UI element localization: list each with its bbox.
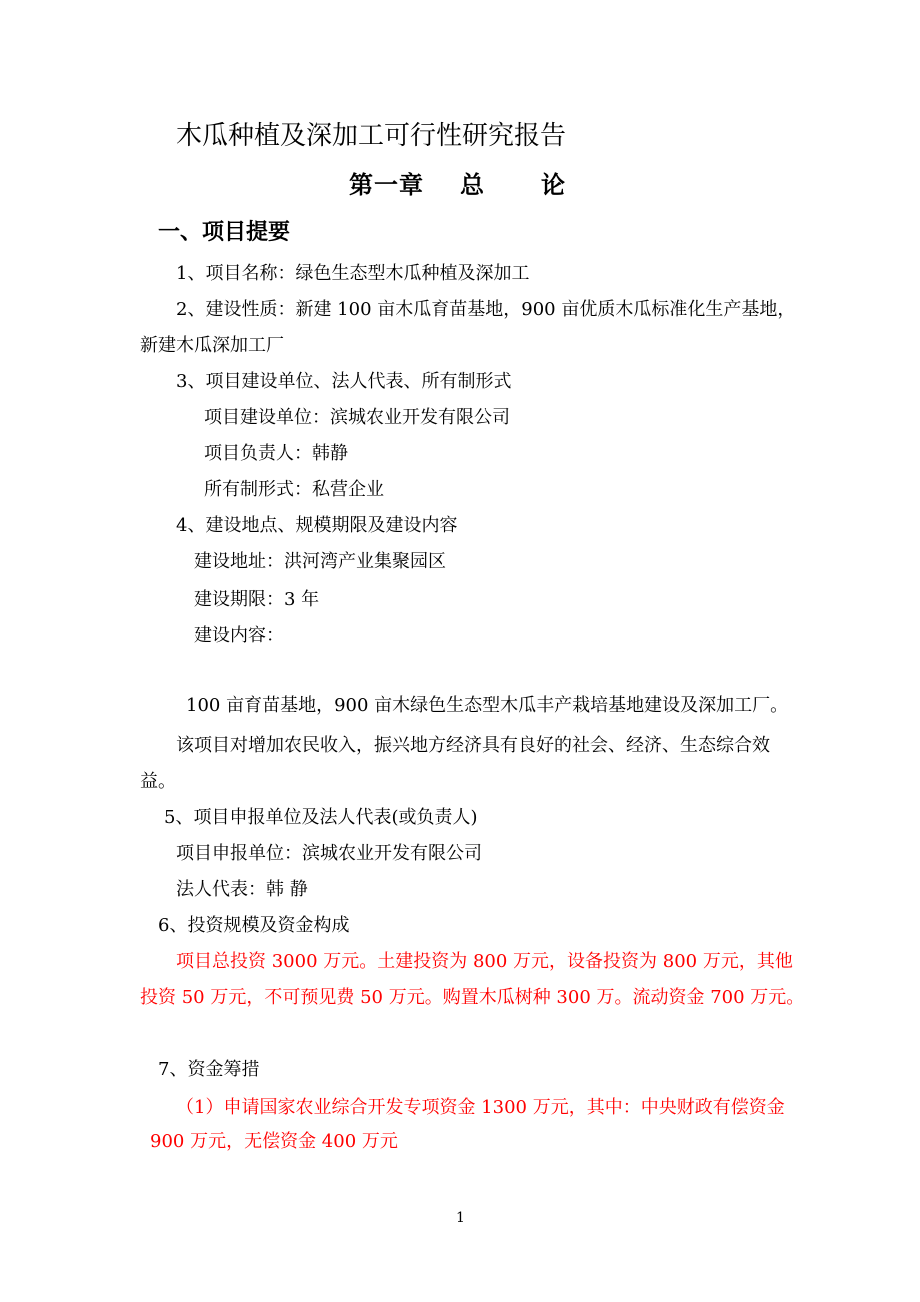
item-construction-nature-cont: 新建木瓜深加工厂 [140, 335, 284, 356]
chapter-word-2: 论 [541, 170, 566, 199]
project-benefit: 该项目对增加农民收入，振兴地方经济具有良好的社会、经济、生态综合效 [176, 735, 770, 756]
investment-detail-cont: 投资 50 万元，不可预见费 50 万元。购置木瓜树种 300 万。流动资金 700 万元。 [140, 987, 805, 1008]
item-project-name: 1、项目名称：绿色生态型木瓜种植及深加工 [176, 263, 530, 284]
item-investment-heading: 6、投资规模及资金构成 [158, 915, 350, 936]
investment-detail: 项目总投资 3000 万元。土建投资为 800 万元，设备投资为 800 万元，其他 [176, 951, 793, 972]
chapter-word-1: 总 [460, 170, 485, 199]
project-leader: 项目负责人：韩静 [204, 443, 348, 464]
item-unit-heading: 3、项目建设单位、法人代表、所有制形式 [176, 371, 512, 392]
construction-content: 100 亩育苗基地，900 亩木绿色生态型木瓜丰产栽培基地建设及深加工厂。 [186, 695, 789, 716]
funding-detail: （1）申请国家农业综合开发专项资金 1300 万元，其中：中央财政有偿资金 [176, 1097, 785, 1118]
applicant-unit: 项目申报单位：滨城农业开发有限公司 [176, 843, 482, 864]
project-benefit-cont: 益。 [140, 771, 176, 792]
construction-site: 建设地址：洪河湾产业集聚园区 [194, 551, 446, 572]
item-funding-heading: 7、资金筹措 [158, 1059, 260, 1080]
ownership-form: 所有制形式：私营企业 [204, 479, 384, 500]
page-number: 1 [456, 1210, 465, 1226]
construction-period: 建设期限：3 年 [194, 589, 320, 610]
item-construction-nature: 2、建设性质：新建 100 亩木瓜育苗基地，900 亩优质木瓜标准化生产基地， [176, 299, 796, 320]
item-applicant-heading: 5、项目申报单位及法人代表(或负责人) [164, 807, 478, 828]
chapter-label: 第一章 [349, 170, 424, 199]
report-title: 木瓜种植及深加工可行性研究报告 [176, 121, 567, 151]
section-heading: 一、项目提要 [158, 219, 291, 245]
chapter-heading [349, 170, 566, 200]
construction-unit: 项目建设单位：滨城农业开发有限公司 [204, 407, 510, 428]
legal-representative: 法人代表：韩 静 [176, 879, 308, 900]
funding-detail-cont: 900 万元，无偿资金 400 万元 [150, 1131, 398, 1152]
item-site-heading: 4、建设地点、规模期限及建设内容 [176, 515, 458, 536]
construction-content-label: 建设内容： [194, 625, 284, 646]
